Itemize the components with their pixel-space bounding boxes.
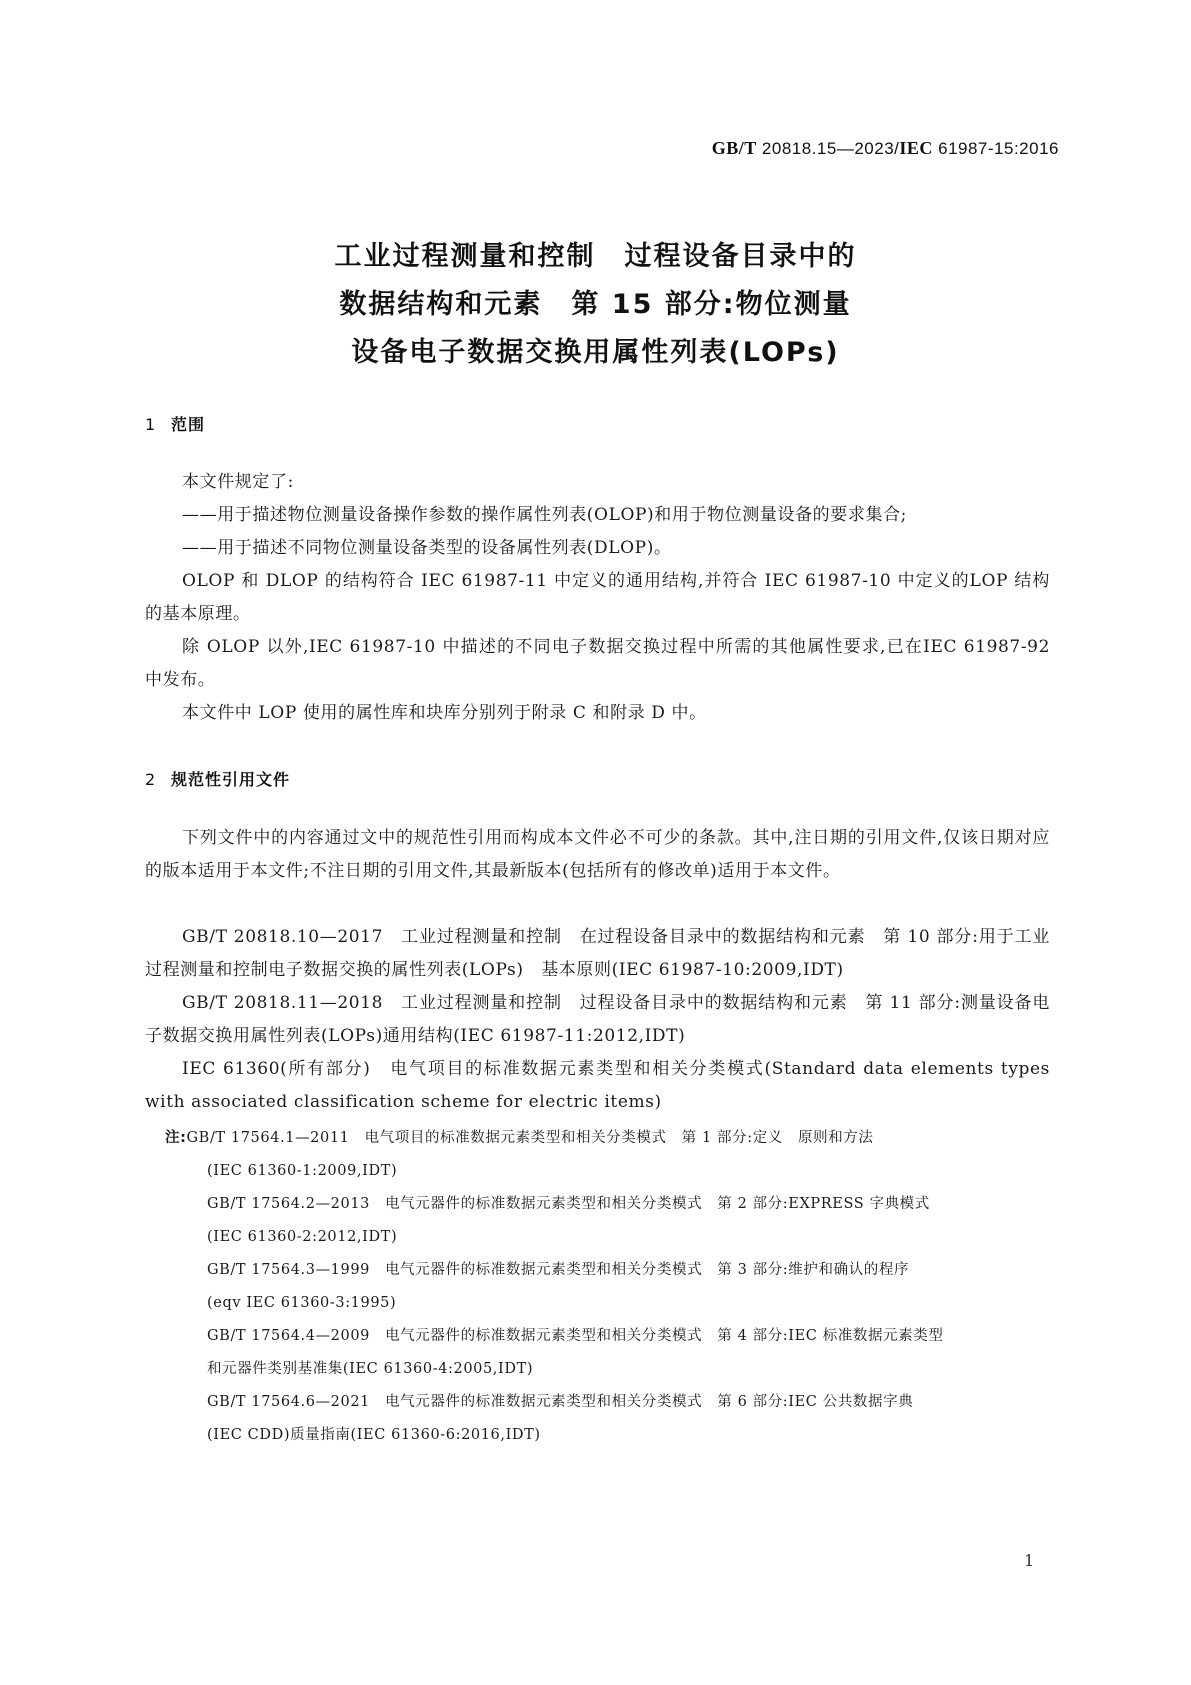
standard-code-iec: IEC bbox=[899, 138, 933, 158]
reference-entry: IEC 61360(所有部分) 电气项目的标准数据元素类型和相关分类模式(Standard data elements types with associated classification scheme for electric items) bbox=[145, 1059, 1050, 1112]
note-item-line: (eqv IEC 61360-3:1995) bbox=[207, 1295, 397, 1311]
standard-code-prefix: GB/T bbox=[711, 138, 757, 158]
note-item-line: (IEC 61360-2:2012,IDT) bbox=[207, 1229, 398, 1245]
note-label: 注: bbox=[165, 1130, 187, 1146]
standard-code-header bbox=[712, 138, 1059, 159]
note bbox=[165, 1122, 1050, 1155]
title-line-3: 设备电子数据交换用属性列表(LOPs) bbox=[351, 337, 840, 368]
paragraph: 本文件中 LOP 使用的属性库和块库分别列于附录 C 和附录 D 中。 bbox=[182, 703, 707, 723]
section-title: 规范性引用文件 bbox=[171, 770, 291, 789]
note-item-line: GB/T 17564.4—2009 电气元器件的标准数据元素类型和相关分类模式 第 4 部分:IEC 标准数据元素类型 bbox=[207, 1328, 944, 1344]
title-line-2: 数据结构和元素 第 15 部分:物位测量 bbox=[339, 289, 852, 320]
paragraph: 除 OLOP 以外,IEC 61987-10 中描述的不同电子数据交换过程中所需的其他属性要求,已在IEC 61987-92 中发布。 bbox=[145, 637, 1050, 690]
note-item-line: GB/T 17564.2—2013 电气元器件的标准数据元素类型和相关分类模式 第 2 部分:EXPRESS 字典模式 bbox=[207, 1196, 930, 1212]
section-heading-normative-references bbox=[145, 767, 290, 790]
note-item-line: GB/T 17564.3—1999 电气元器件的标准数据元素类型和相关分类模式 第 3 部分:维护和确认的程序 bbox=[207, 1262, 910, 1278]
section-heading-scope bbox=[145, 412, 205, 435]
document-title bbox=[0, 233, 1191, 377]
section-title: 范围 bbox=[171, 415, 206, 434]
note-item-line: (IEC 61360-1:2009,IDT) bbox=[207, 1163, 398, 1179]
note-item-line: 和元器件类别基准集(IEC 61360-4:2005,IDT) bbox=[207, 1361, 534, 1377]
paragraph: 下列文件中的内容通过文中的规范性引用而构成本文件必不可少的条款。其中,注日期的引用文件,仅该日期对应的版本适用于本文件;不注日期的引用文件,其最新版本(包括所有的修改单)适用于本文件。 bbox=[145, 828, 1050, 881]
paragraph: 本文件规定了: bbox=[182, 472, 294, 492]
title-line-1: 工业过程测量和控制 过程设备目录中的 bbox=[334, 241, 857, 272]
note-item-line: (IEC CDD)质量指南(IEC 61360-6:2016,IDT) bbox=[207, 1427, 541, 1443]
note-item-line: GB/T 17564.6—2021 电气元器件的标准数据元素类型和相关分类模式 第 6 部分:IEC 公共数据字典 bbox=[207, 1394, 914, 1410]
standard-code-number: 20818.15—2023/ bbox=[756, 139, 900, 158]
paragraph: OLOP 和 DLOP 的结构符合 IEC 61987-11 中定义的通用结构,并符合 IEC 61987-10 中定义的LOP 结构的基本原理。 bbox=[145, 571, 1050, 624]
reference-entry: GB/T 20818.10—2017 工业过程测量和控制 在过程设备目录中的数据结构和元素 第 10 部分:用于工业过程测量和控制电子数据交换的属性列表(LOPs) 基本原则(IEC 61987-10:2009,IDT) bbox=[145, 927, 1050, 980]
standard-code-iec-number: 61987-15:2016 bbox=[932, 139, 1059, 158]
section-number: 1 bbox=[145, 415, 157, 434]
reference-entry: GB/T 20818.11—2018 工业过程测量和控制 过程设备目录中的数据结构和元素 第 11 部分:测量设备电子数据交换用属性列表(LOPs)通用结构(IEC 61987-11:2012,IDT) bbox=[145, 993, 1050, 1046]
page-number: 1 bbox=[1024, 1551, 1035, 1570]
note-item-line: GB/T 17564.1—2011 电气项目的标准数据元素类型和相关分类模式 第 1 部分:定义 原则和方法 bbox=[186, 1130, 874, 1146]
section-number: 2 bbox=[145, 770, 157, 789]
list-item: ——用于描述不同物位测量设备类型的设备属性列表(DLOP)。 bbox=[182, 538, 672, 558]
list-item: ——用于描述物位测量设备操作参数的操作属性列表(OLOP)和用于物位测量设备的要求集合; bbox=[182, 505, 907, 525]
